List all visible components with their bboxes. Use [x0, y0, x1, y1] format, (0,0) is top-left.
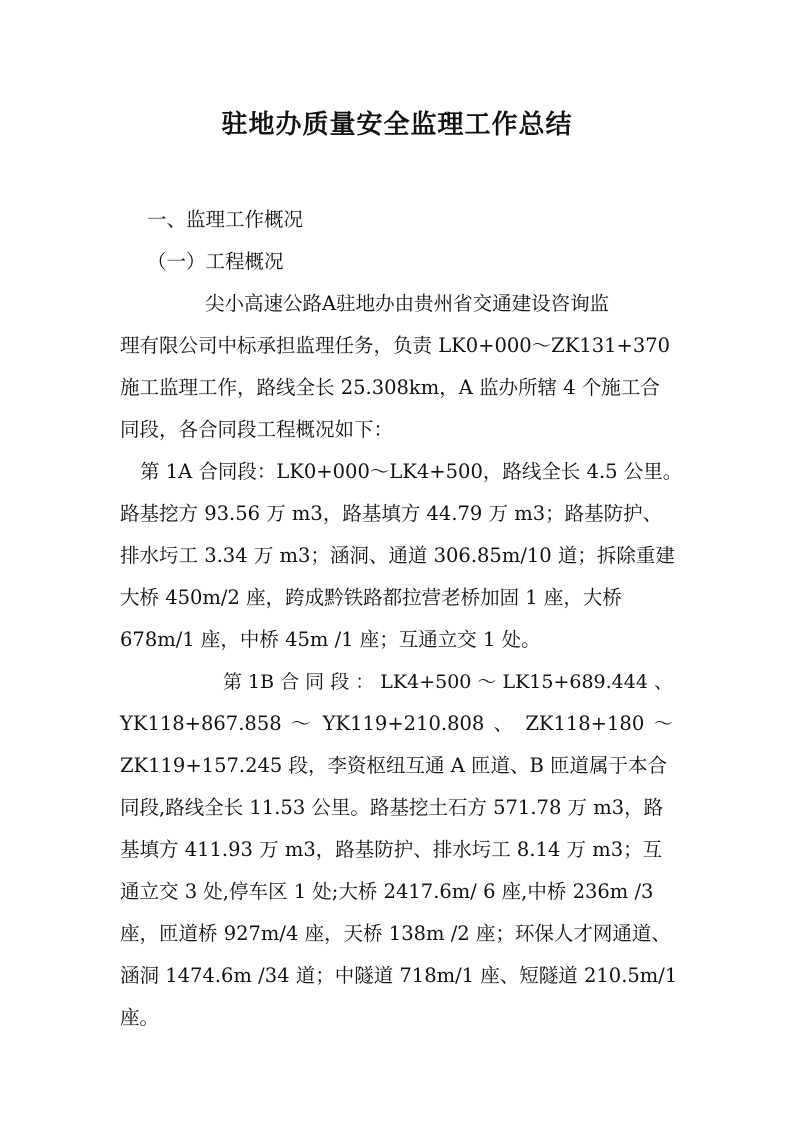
- paragraph-line: 理有限公司中标承担监理任务，负责 LK0+000～ZK131+370: [120, 334, 671, 357]
- page-title: 驻地办质量安全监理工作总结: [221, 110, 573, 140]
- paragraph-line: 涵洞 1474.6m /34 道；中隧道 718m/1 座、短隧道 210.5m/1: [120, 964, 678, 987]
- paragraph-line: 第 1B 合 同 段 ： LK4+500 ～ LK15+689.444 、: [223, 671, 673, 693]
- paragraph-line: 座，匝道桥 927m/4 座，天桥 138m /2 座；环保人才网通道、: [120, 922, 671, 945]
- paragraph-line: 同段，各合同段工程概况如下：: [120, 418, 394, 441]
- paragraph-line: 路基挖方 93.56 万 m3，路基填方 44.79 万 m3；路基防护、: [120, 502, 663, 525]
- paragraph-line: 施工监理工作，路线全长 25.308km，A 监办所辖 4 个施工合: [120, 376, 660, 399]
- paragraph-line: 大桥 450m/2 座，跨成黔铁路都拉营老桥加固 1 座，大桥: [120, 586, 622, 609]
- subsection-heading: （一）工程概况: [147, 250, 284, 273]
- paragraph-line: 尖小高速公路A驻地办由贵州省交通建设咨询监: [205, 292, 610, 315]
- section-heading: 一、监理工作概况: [147, 208, 304, 231]
- paragraph-line: 678m/1 座，中桥 45m /1 座；互通立交 1 处。: [120, 628, 541, 651]
- paragraph-line: 座。: [120, 1006, 160, 1029]
- paragraph-line: 通立交 3 处,停车区 1 处;大桥 2417.6m/ 6 座,中桥 236m /3: [120, 880, 654, 903]
- paragraph-line: 第 1A 合同段：LK0+000～LK4+500，路线全长 4.5 公里。: [140, 460, 683, 483]
- paragraph-line: 排水圬工 3.34 万 m3；涵洞、通道 306.85m/10 道；拆除重建: [120, 544, 675, 567]
- paragraph-line: 基填方 411.93 万 m3，路基防护、排水圬工 8.14 万 m3；互: [120, 838, 663, 861]
- paragraph-line: ZK119+157.245 段，李资枢纽互通 A 匝道、B 匝道属于本合: [120, 754, 668, 777]
- paragraph-line: YK118+867.858 ～ YK119+210.808 、 ZK118+180 ～: [120, 712, 673, 735]
- paragraph-line: 同段,路线全长 11.53 公里。路基挖土石方 571.78 万 m3，路: [120, 796, 664, 819]
